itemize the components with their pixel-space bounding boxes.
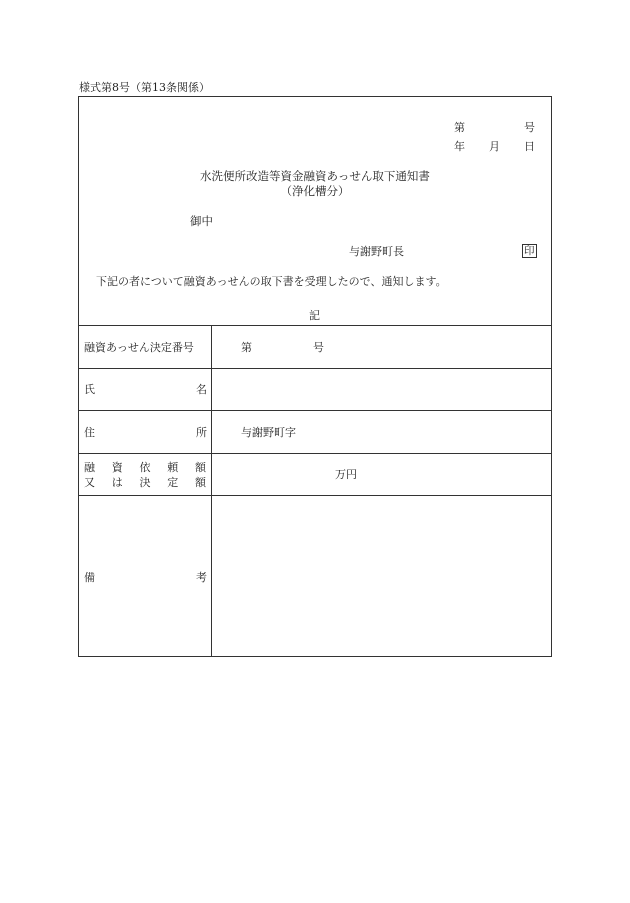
address-label-char: 住	[84, 426, 95, 439]
form-header: 様式第8号（第13条関係）	[79, 81, 210, 94]
label-char: 決	[139, 476, 151, 489]
issuer-name: 与謝野町長	[349, 245, 404, 258]
document-subtitle: （浄化槽分）	[280, 184, 350, 198]
row-divider	[78, 368, 552, 369]
document-number-suffix: 号	[524, 121, 535, 134]
date-month: 月	[489, 140, 500, 153]
table-top-rule	[78, 325, 552, 326]
remarks-label-char: 備	[84, 571, 95, 584]
ki-heading: 記	[309, 309, 320, 322]
decision-number-prefix: 第	[241, 341, 252, 354]
label-char: 又	[84, 476, 95, 489]
name-label-char: 氏	[84, 383, 95, 396]
decision-number-label: 融資あっせん決定番号	[84, 341, 194, 354]
decision-number-suffix: 号	[313, 341, 324, 354]
date-year: 年	[454, 140, 465, 153]
amount-unit: 万円	[335, 468, 357, 481]
amount-label-line2	[84, 477, 206, 488]
amount-label-line1	[84, 462, 206, 473]
row-divider	[78, 495, 552, 496]
label-char: 額	[195, 461, 206, 474]
addressee-suffix: 御中	[190, 214, 213, 228]
name-label-char: 名	[196, 383, 207, 396]
label-char: 融	[84, 461, 95, 474]
label-char: 定	[167, 476, 179, 489]
notice-body-text: 下記の者について融資あっせんの取下書を受理したので、通知します。	[96, 275, 447, 288]
row-divider	[78, 410, 552, 411]
label-char: 依	[139, 461, 151, 474]
date-day: 日	[524, 140, 535, 153]
label-char: 額	[195, 476, 206, 489]
address-label-char: 所	[196, 426, 207, 439]
address-value: 与謝野町字	[241, 426, 296, 439]
column-divider	[211, 325, 212, 657]
seal-mark: 印	[524, 245, 535, 257]
remarks-label-char: 考	[196, 571, 207, 584]
row-divider	[78, 453, 552, 454]
document-title: 水洗便所改造等資金融資あっせん取下通知書	[200, 169, 430, 183]
document-number-prefix: 第	[454, 121, 465, 134]
label-char: 頼	[167, 461, 179, 474]
label-char: は	[111, 476, 123, 489]
label-char: 資	[111, 461, 123, 474]
